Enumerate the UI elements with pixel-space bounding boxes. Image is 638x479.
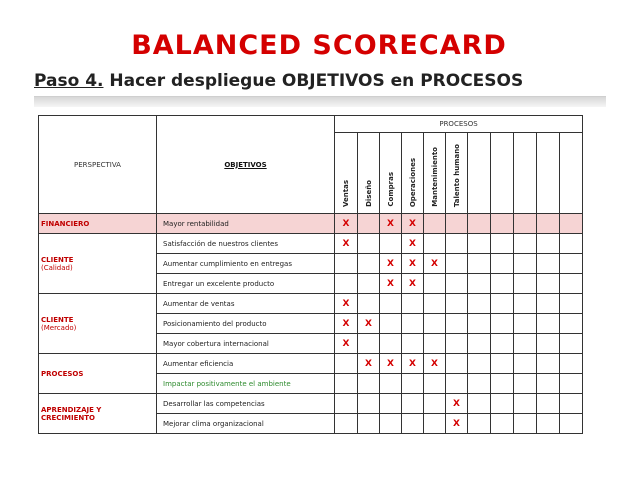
process-header-operaciones [402, 133, 424, 214]
scorecard-table [38, 115, 583, 434]
table-row [39, 354, 583, 374]
mark-cell: X [446, 414, 468, 434]
empty-cell [537, 334, 560, 354]
mark-cell [380, 374, 402, 394]
table-row [39, 294, 583, 314]
empty-cell [514, 394, 537, 414]
empty-cell [491, 254, 514, 274]
mark-cell [424, 314, 446, 334]
mark-cell [424, 234, 446, 254]
mark-cell [446, 234, 468, 254]
perspective-cliente-calidad [39, 234, 157, 294]
mark-cell: X [380, 254, 402, 274]
mark-cell [424, 334, 446, 354]
empty-cell [468, 274, 491, 294]
header-objetivos: OBJETIVOS [157, 116, 335, 214]
mark-cell: X [446, 394, 468, 414]
objective-cell: Impactar positivamente el ambiente [157, 374, 335, 394]
divider [34, 96, 606, 107]
objective-cell: Mayor rentabilidad [157, 214, 335, 234]
empty-cell [468, 254, 491, 274]
mark-cell: X [402, 354, 424, 374]
table-row [39, 234, 583, 254]
mark-cell [446, 294, 468, 314]
empty-cell [514, 274, 537, 294]
empty-cell [468, 234, 491, 254]
objective-cell: Aumentar de ventas [157, 294, 335, 314]
step-label: Paso 4. [34, 71, 104, 91]
page-title: BALANCED SCORECARD [131, 30, 507, 61]
process-label: Talento humano [452, 143, 461, 207]
empty-cell [537, 394, 560, 414]
mark-cell [380, 394, 402, 414]
empty-cell [514, 214, 537, 234]
mark-cell [380, 234, 402, 254]
mark-cell: X [402, 214, 424, 234]
mark-cell [358, 394, 380, 414]
empty-cell [514, 314, 537, 334]
mark-cell [424, 214, 446, 234]
process-header-empty [514, 133, 537, 214]
process-label: Diseño [364, 180, 373, 207]
process-header-empty [468, 133, 491, 214]
page-subtitle [34, 71, 523, 91]
empty-cell [560, 214, 583, 234]
perspective-name: PROCESOS [41, 369, 84, 378]
empty-cell [491, 334, 514, 354]
mark-cell: X [358, 354, 380, 374]
empty-cell [514, 254, 537, 274]
empty-cell [560, 334, 583, 354]
mark-cell [358, 254, 380, 274]
perspective-financiero [39, 214, 157, 234]
step-text: Hacer despliegue OBJETIVOS en PROCESOS [103, 71, 524, 91]
empty-cell [491, 414, 514, 434]
empty-cell [560, 354, 583, 374]
table-row [39, 394, 583, 414]
empty-cell [468, 314, 491, 334]
process-header-empty [537, 133, 560, 214]
mark-cell: X [380, 274, 402, 294]
empty-cell [491, 314, 514, 334]
empty-cell [491, 374, 514, 394]
mark-cell [358, 294, 380, 314]
mark-cell [335, 394, 358, 414]
mark-cell [335, 254, 358, 274]
empty-cell [491, 214, 514, 234]
mark-cell [335, 274, 358, 294]
empty-cell [560, 374, 583, 394]
empty-cell [468, 374, 491, 394]
empty-cell [537, 354, 560, 374]
perspective-aprendizaje [39, 394, 157, 434]
mark-cell: X [335, 214, 358, 234]
empty-cell [468, 334, 491, 354]
process-header-ventas [335, 133, 358, 214]
mark-cell [446, 254, 468, 274]
objective-cell: Desarrollar las competencias [157, 394, 335, 414]
mark-cell: X [402, 274, 424, 294]
empty-cell [537, 294, 560, 314]
mark-cell [424, 394, 446, 414]
empty-cell [560, 414, 583, 434]
mark-cell [380, 414, 402, 434]
objective-cell: Satisfacción de nuestros clientes [157, 234, 335, 254]
mark-cell: X [402, 234, 424, 254]
empty-cell [514, 354, 537, 374]
header-perspectiva: PERSPECTIVA [39, 116, 157, 214]
process-label: Mantenimiento [430, 147, 439, 207]
mark-cell [446, 274, 468, 294]
mark-cell: X [424, 254, 446, 274]
table-row [39, 214, 583, 234]
process-header-diseno [358, 133, 380, 214]
empty-cell [514, 234, 537, 254]
empty-cell [560, 314, 583, 334]
empty-cell [537, 214, 560, 234]
mark-cell: X [402, 254, 424, 274]
mark-cell [446, 354, 468, 374]
mark-cell [446, 214, 468, 234]
empty-cell [514, 374, 537, 394]
empty-cell [468, 294, 491, 314]
perspective-sub: (Calidad) [41, 263, 73, 272]
perspective-name: CLIENTE [41, 315, 74, 324]
objective-cell: Mejorar clima organizacional [157, 414, 335, 434]
mark-cell [402, 294, 424, 314]
mark-cell [446, 374, 468, 394]
objective-cell: Aumentar eficiencia [157, 354, 335, 374]
process-header-talento-humano [446, 133, 468, 214]
empty-cell [560, 234, 583, 254]
empty-cell [514, 414, 537, 434]
mark-cell [424, 374, 446, 394]
empty-cell [537, 254, 560, 274]
empty-cell [537, 414, 560, 434]
mark-cell [335, 354, 358, 374]
empty-cell [491, 354, 514, 374]
mark-cell: X [380, 214, 402, 234]
empty-cell [491, 274, 514, 294]
process-label: Ventas [342, 179, 350, 207]
perspective-name: APRENDIZAJE Y CRECIMIENTO [41, 405, 102, 422]
process-header-mantenimiento [424, 133, 446, 214]
mark-cell [424, 414, 446, 434]
process-header-empty [491, 133, 514, 214]
mark-cell [380, 334, 402, 354]
empty-cell [468, 214, 491, 234]
empty-cell [560, 274, 583, 294]
mark-cell [402, 414, 424, 434]
mark-cell [402, 374, 424, 394]
mark-cell [402, 394, 424, 414]
process-label: Compras [386, 172, 395, 207]
process-header-empty [560, 133, 583, 214]
mark-cell [424, 274, 446, 294]
mark-cell [358, 274, 380, 294]
empty-cell [491, 234, 514, 254]
mark-cell: X [335, 314, 358, 334]
mark-cell [402, 314, 424, 334]
mark-cell [446, 334, 468, 354]
empty-cell [468, 394, 491, 414]
mark-cell [358, 334, 380, 354]
objective-cell: Mayor cobertura internacional [157, 334, 335, 354]
perspective-sub: (Mercado) [41, 323, 77, 332]
perspective-cliente-mercado [39, 294, 157, 354]
mark-cell [335, 414, 358, 434]
mark-cell [402, 334, 424, 354]
perspective-name: FINANCIERO [41, 219, 90, 228]
mark-cell [424, 294, 446, 314]
process-header-compras [380, 133, 402, 214]
empty-cell [560, 254, 583, 274]
objective-cell: Aumentar cumplimiento en entregas [157, 254, 335, 274]
mark-cell [380, 294, 402, 314]
empty-cell [560, 294, 583, 314]
mark-cell [335, 374, 358, 394]
empty-cell [537, 374, 560, 394]
empty-cell [514, 334, 537, 354]
empty-cell [468, 354, 491, 374]
empty-cell [537, 314, 560, 334]
mark-cell [358, 214, 380, 234]
mark-cell: X [380, 354, 402, 374]
mark-cell: X [335, 234, 358, 254]
mark-cell [358, 414, 380, 434]
empty-cell [560, 394, 583, 414]
perspective-procesos [39, 354, 157, 394]
mark-cell: X [335, 334, 358, 354]
mark-cell: X [335, 294, 358, 314]
mark-cell [380, 314, 402, 334]
objective-cell: Entregar un excelente producto [157, 274, 335, 294]
empty-cell [537, 274, 560, 294]
empty-cell [514, 294, 537, 314]
process-label: Operaciones [408, 157, 417, 207]
perspective-name: CLIENTE [41, 255, 74, 264]
empty-cell [491, 394, 514, 414]
empty-cell [537, 234, 560, 254]
mark-cell [358, 234, 380, 254]
header-procesos: PROCESOS [335, 116, 583, 133]
mark-cell [446, 314, 468, 334]
mark-cell: X [424, 354, 446, 374]
mark-cell: X [358, 314, 380, 334]
objective-cell: Posicionamiento del producto [157, 314, 335, 334]
empty-cell [491, 294, 514, 314]
mark-cell [358, 374, 380, 394]
empty-cell [468, 414, 491, 434]
